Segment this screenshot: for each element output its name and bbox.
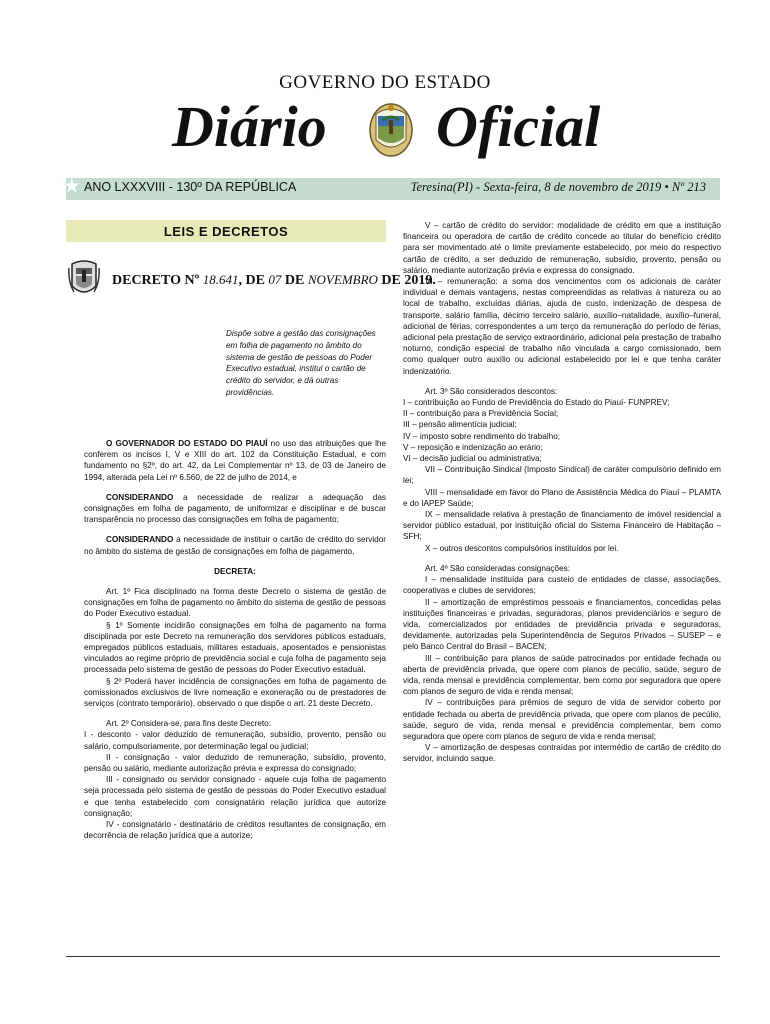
decree-summary: Dispõe sobre a gestão das consignações em folha de pagamento no âmbito do sistema de gestão de pessoas do Poder Executivo estadual, institui o cartão de crédito do servidor, e dá outras providências.	[226, 329, 376, 397]
decree-day: 07	[268, 272, 282, 287]
article-3-item: IV – imposto sobre rendimento do trabalho;	[403, 431, 561, 441]
state-coat-of-arms-icon	[368, 100, 414, 158]
edition-date-number: Teresina(PI) - Sexta-feira, 8 de novembro de 2019 • Nº 213	[410, 180, 706, 194]
article-4-item-ii: II – amortização de empréstimos pessoais e financiamentos, concedidas pelas instituições financeiras e privadas, seguradoras, planos previdenciários e seguro de vida, comercializados por entidades de previdência privada e seguradoras, devidamente, autorizadas pela Superintendência de Seguros Privados – SUSEP – e pelo Banco Central do Brasil – BACEN;	[403, 597, 721, 652]
left-column	[84, 438, 386, 842]
decree-title	[112, 272, 436, 289]
article-3-item-viii: VIII – mensalidade em favor do Plano de Assistência Médica do Piauí – PLAMTA e do IAPEP Saúde;	[403, 487, 721, 508]
footer-rule	[66, 956, 720, 957]
decree-number: 18.641	[202, 272, 239, 287]
article-2-item-iii: III - consignado ou servidor consignado - aquele cuja folha de pagamento seja processada pelo sistema de gestão de pessoas do Poder Executivo estadual e que tenha estabelecido com consignatário relação jurídica que autorize consignação;	[84, 775, 386, 818]
decreta-heading: DECRETA:	[214, 566, 256, 576]
masthead-government-line: GOVERNO DO ESTADO	[279, 72, 491, 93]
star-icon: ★	[62, 173, 82, 198]
article-3-item-x: X – outros descontos compulsórios instituídos por lei.	[425, 543, 619, 553]
article-3-item: III – pensão alimentícia judicial;	[403, 420, 517, 430]
considerando-1-text: a necessidade de realizar a adequação das consignações em folha de pagamento, de uniformizar e disciplinar e de buscar transparência no processo das consignações em folha de pagamento;	[84, 492, 386, 525]
considerando-2	[84, 534, 386, 556]
decree-de-1: , DE	[238, 273, 265, 288]
article-3: Art. 3º São considerados descontos:	[425, 386, 558, 396]
article-2-item-i: I - desconto - valor deduzido de remuneração, subsídio, provento, pensão ou salário, compulsoriamente, por determinação legal ou judicial;	[84, 730, 386, 751]
governor-label: O GOVERNADOR DO ESTADO DO PIAUÍ	[106, 439, 268, 448]
considerando-1	[84, 492, 386, 526]
article-1: Art. 1º Fica disciplinado na forma deste Decreto o sistema de gestão de consignações em folha de pagamento no âmbito do sistema de gestão de pessoas do Poder Executivo estadual.	[84, 587, 386, 619]
article-3-item: II – contribuição para a Previdência Social;	[403, 409, 559, 419]
article-4-item-v: V – amortização de despesas contraídas por intermédio de cartão de crédito do servidor, incluindo saque.	[403, 743, 721, 764]
decree-prefix: DECRETO Nº	[112, 273, 200, 288]
article-3-item-vii: VII – Contribuição Sindical (Imposto Sindical) de caráter compulsório definido em lei;	[403, 465, 721, 486]
preamble-text: no uso das atribuições que lhe conferem os incisos I, V e XIII do art. 102 da Constituição Estadual, e com fundamento no §2º, do art. 42, da Lei Complementar nº 13, de 03 de Janeiro de 1994, alterada pela Lei nº 6.560, de 22 de julho de 2014, e	[84, 439, 386, 482]
article-1-paragraph-1: § 1º Somente incidirão consignações em folha de pagamento na forma disciplinada por este Decreto na remuneração dos servidores públicos estaduais, empregados públicos estaduais, militares estaduais, aposentados e pensionistas vinculados ao regime próprio de previdência social e cuja folha de pagamento seja processada pelo sistema de gestão de pessoas do Poder Executivo estadual.	[84, 620, 386, 675]
preamble-paragraph	[84, 438, 386, 483]
article-4-item-iii: III – contribuição para planos de saúde patrocinados por entidade fechada ou aberta de previdência privada, que opere com planos de pecúlio, saúde, seguro de vida, renda mensal e previdência complementar, bem como por seguradora que opere com planos de seguro de vida e renda mensal;	[403, 653, 721, 697]
considerando-2-text: a necessidade de instituir o cartão de crédito do servidor no âmbito do sistema de gestão de consignações em folha de pagamento,	[84, 535, 386, 556]
considerando-2-label: CONSIDERANDO	[106, 535, 174, 545]
article-2-item-vi: VI – remuneração: a soma dos vencimentos com os adicionais de caráter individual e demais vantagens, nestas compreendidas as relativas à natureza ou ao local de trabalho, excluídas diárias, ajuda de custo, indenização de despesa de transporte, salário família, décimo terceiro salário, auxílio–natalidade, auxílio–funeral, adicional de férias, correspondentes a um terço da remuneração do período de férias, adicional pela prestação de serviço extraordinário, adicional pela prestação de trabalho noturno, condição especial de trabalho não vinculada a cargo comissionado, bem como qualquer outro auxílio ou adicional estabelecido por lei e que tenha caráter indenizatório.	[403, 277, 721, 376]
right-column	[403, 220, 721, 765]
decree-de-2: DE	[284, 273, 305, 288]
article-1-paragraph-2: § 2º Poderá haver incidência de consignações em folha de pagamento de comissionados exclusivos de livre nomeação e exoneração ou de prestadores de serviços (contrato temporário), observado o que dispõe o art. 21 deste Decreto.	[84, 676, 386, 709]
article-2-item-ii: II - consignação - valor deduzido de remuneração, subsídio, provento, pensão ou salário, mediante autorização prévia e expressa do consignado;	[84, 752, 386, 774]
title-word-oficial: Oficial	[436, 94, 601, 159]
article-3-item: I – contribuição ao Fundo de Previdência do Estado do Piauí- FUNPREV;	[403, 398, 670, 408]
article-2-item-v: V – cartão de crédito do servidor: modalidade de crédito em que a instituição financeira ou operadora de cartão de crédito concede ao titular do benefício crédito para ser movimentado até o limite previamente estabelecido, por meio do respectivo cartão de crédito, a ser deduzido de remuneração, subsídio, provento, pensão ou salário, mediante autorização prévia e expressa do consignado.	[403, 221, 721, 275]
article-4-item-iv: IV – contribuições para prêmios de seguro de vida de servidor coberto por entidade fechada ou aberta de previdência privada, que opere com planos de pecúlio, saúde, seguro de vida, renda mensal e previdência complementar, bem como seguradora que opere com planos de seguro de vida e renda mensal;	[403, 698, 721, 741]
article-3-item: V – reposição e indenização ao erário;	[403, 442, 543, 452]
title-word-diario: Diário	[172, 94, 327, 159]
article-2: Art. 2º Considera-se, para fins deste Decreto:	[106, 719, 271, 729]
decree-coat-of-arms-icon	[68, 258, 100, 300]
article-3-item: VI – decisão judicial ou administrativa;	[403, 454, 542, 464]
article-2-item-iv: IV - consignatário - destinatário de créditos resultantes de consignação, em decorrência de relação jurídica que a autorize;	[84, 820, 386, 841]
article-3-item-ix: IX – mensalidade relativa à prestação de financiamento de imóvel residencial a servidor público estadual, por instituição oficial do Sistema Financeiro de Habitação – SFH;	[403, 510, 721, 542]
article-4: Art. 4º São consideradas consignações:	[425, 563, 570, 573]
decree-month: NOVEMBRO	[307, 272, 378, 287]
section-title: LEIS E DECRETOS	[163, 224, 289, 239]
article-4-item-i: I – mensalidade instituída para custeio de entidades de classe, associações, cooperativas e clubes de servidores;	[403, 575, 721, 596]
considerando-1-label: CONSIDERANDO	[106, 492, 174, 502]
edition-year: ANO LXXXVIII - 130º DA REPÚBLICA	[84, 180, 297, 194]
decree-year: DE 2019.	[381, 273, 436, 288]
